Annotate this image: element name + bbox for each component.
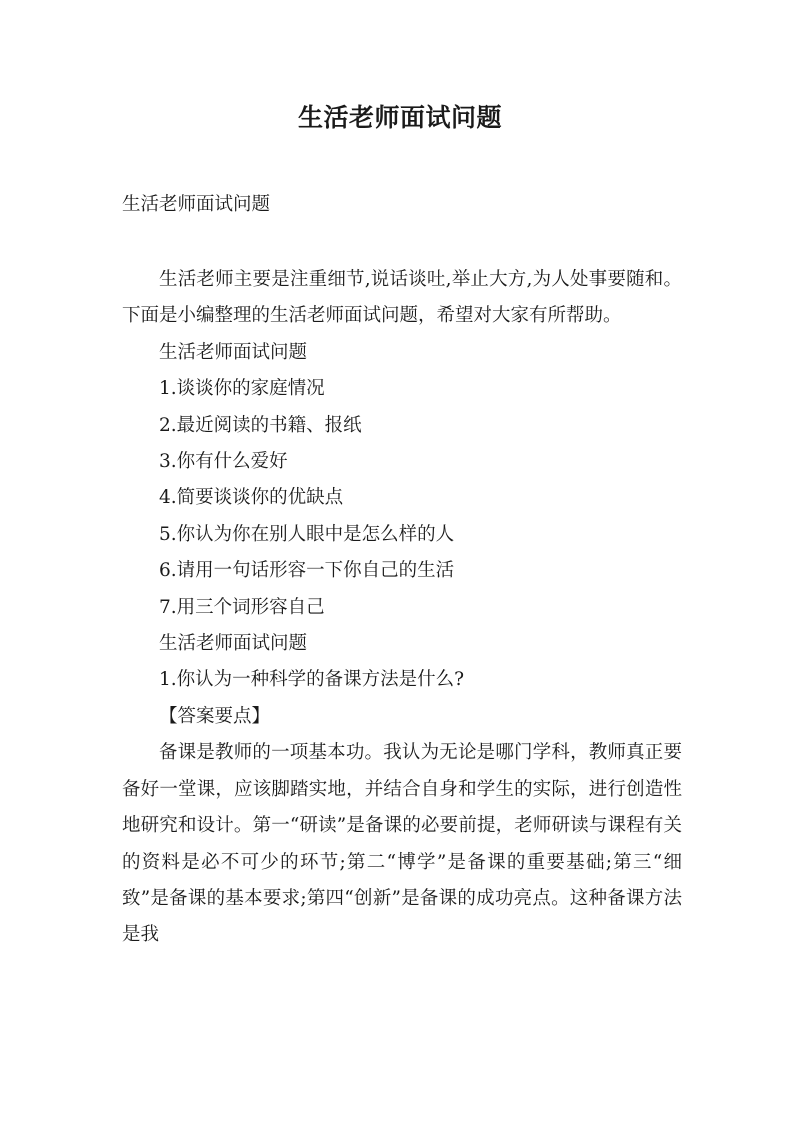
list-item: 6.请用一句话形容一下你自己的生活 [159, 560, 455, 582]
list-item: 3.你有什么爱好 [159, 451, 288, 473]
intro-paragraph: 生活老师主要是注重细节,说话谈吐,举止大方,为人处事要随和。下面是小编整理的生活老师面试问题，希望对大家有所帮助。 [122, 269, 682, 327]
list-item: 1.谈谈你的家庭情况 [159, 378, 325, 400]
document-subtitle: 生活老师面试问题 [122, 194, 271, 215]
list-item: 7.用三个词形容自己 [159, 596, 325, 618]
list-item: 4.简要谈谈你的优缺点 [159, 487, 344, 509]
answer-paragraph: 备课是教师的一项基本功。我认为无论是哪门学科，教师真正要备好一堂课，应该脚踏实地，并结合自身和学生的实际，进行创造性地研究和设计。第一“研读”是备课的必要前提，老师研读与课程有关的资料是必不可少的环节;第二“博学”是备课的重要基础;第三“细致”是备课的基本要求;第四“创新”是备课的成功亮点。这种备课方法是我 [122, 742, 682, 946]
list-item: 2.最近阅读的书籍、报纸 [159, 414, 362, 436]
section-heading: 生活老师面试问题 [159, 341, 308, 363]
list-item: 5.你认为你在别人眼中是怎么样的人 [159, 523, 455, 545]
question-item: 1.你认为一种科学的备课方法是什么? [159, 669, 465, 691]
document-body [122, 262, 682, 954]
document-title: 生活老师面试问题 [297, 103, 502, 132]
answer-label: 【答案要点】 [159, 705, 271, 727]
section-heading: 生活老师面试问题 [159, 633, 308, 655]
